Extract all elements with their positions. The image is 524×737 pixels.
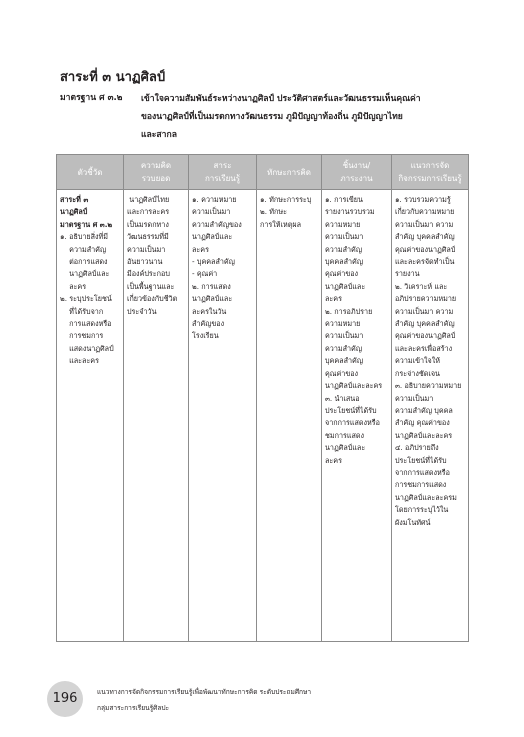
cell-line: ต่อการแสดง [60, 257, 108, 267]
cell-line: ๓. นำเสนอ [325, 393, 360, 403]
cell-line: ๑. รวบรวมความรู้ [395, 195, 451, 204]
cell-line: ความเป็นมา [127, 244, 166, 254]
content-cell [189, 190, 257, 642]
cell-line: รายงานรวบรวม [325, 207, 375, 217]
cell-line: ชมการแสดง [325, 430, 365, 440]
activity-cell [392, 190, 469, 642]
header-concept: ความคิด รวบยอด [124, 155, 189, 190]
cell-line: ๑. ความหมาย [192, 195, 237, 204]
cell-line: การชมการแสดง [395, 480, 447, 490]
cell-line: อภิปรายความหมาย [395, 294, 457, 304]
table-row [57, 190, 469, 642]
header-indicator: ตัวชี้วัด [57, 155, 124, 190]
cell-line: นาฏศิลป์และ [192, 294, 233, 304]
cell-line: รายงาน [395, 269, 420, 279]
cell-line: โดยการระบุไว้ใน [395, 505, 449, 515]
cell-line: บุคคลสำคัญ [325, 356, 363, 366]
cell-line: ๒. การอภิปราย [325, 306, 373, 316]
cell-line: - บุคคลสำคัญ [192, 257, 235, 267]
cell-line: เป็นพื้นฐานและ [127, 281, 175, 291]
cell-line: โรงเรียน [192, 331, 219, 341]
cell-line: ความเป็นมา ความ [395, 306, 454, 316]
cell-line: ละคร [192, 244, 209, 254]
cell-line: คุณค่าของ [325, 368, 359, 378]
cell-line: นาฏศิลป์และ [60, 269, 110, 279]
cell-line: ละคร [60, 281, 87, 291]
header-activity: แนวการจัด กิจกรรมการเรียนรู้ [392, 155, 469, 190]
cell-line: การแสดงหรือ [60, 319, 112, 329]
standard-line: ของนาฏศิลป์ที่เป็นมรดกทางวัฒนธรรม ภูมิปัญญาท้องถิ่น ภูมิปัญญาไทย [141, 112, 403, 122]
cell-line: ความเป็นมา ความ [395, 219, 454, 229]
cell-line: ๒. ทักษะ [260, 207, 287, 217]
indicator-cell [57, 190, 124, 642]
cell-line: สำคัญ บุคคลสำคัญ [395, 319, 455, 329]
cell-line: การให้เหตุผล [260, 219, 301, 229]
page-number: 196 [47, 681, 83, 717]
task-cell [322, 190, 392, 642]
cell-line: ความสำคัญ บุคคล [395, 405, 453, 415]
cell-line: ละครในวัน [192, 306, 227, 316]
cell-line: จากการแสดงหรือ [325, 418, 380, 428]
cell-line: ความเข้าใจให้ [395, 356, 440, 366]
cell-line: ๑. ทักษะการระบุ [260, 195, 312, 204]
cell-line: ๓. อธิบายความหมาย [395, 381, 462, 391]
cell-line: นาฏศิลป์ไทย [127, 195, 170, 204]
standard-label: มาตรฐาน ศ ๓.๒ [60, 93, 123, 103]
standard-line: เข้าใจความสัมพันธ์ระหว่างนาฏศิลป์ ประวัติศาสตร์และวัฒนธรรมเห็นคุณค่า [141, 94, 421, 104]
cell-line: กระจ่างชัดเจน [395, 368, 440, 378]
cell-line: นาฏศิลป์และ [325, 281, 366, 291]
cell-line: ความหมาย [325, 319, 361, 329]
cell-line: สำคัญของ [192, 319, 225, 329]
footer-text [97, 684, 311, 716]
cell-line: ความเป็นมา [325, 232, 364, 242]
cell-line: คุณค่าของนาฏศิลป์ [395, 331, 456, 341]
cell-line: อันยาวนาน [127, 257, 163, 267]
cell-line: เกี่ยวกับความหมาย [395, 207, 455, 217]
cell-line: นาฏศิลป์และละคร [395, 430, 453, 440]
cell-line: เกี่ยวข้องกับชีวิต [127, 294, 178, 304]
cell-line: และละคร [60, 356, 99, 366]
cell-line: ประโยชน์ที่ได้รับ [325, 405, 377, 415]
standard-line: และสากล [141, 130, 177, 140]
cell-line: เป็นมรดกทาง [127, 219, 169, 229]
cell-line: ประโยชน์ที่ได้รับ [395, 455, 447, 465]
cell-line: จากการแสดงหรือ [395, 467, 450, 477]
cell-line: ๑. การเขียน [325, 195, 363, 204]
cell-line: ที่ได้รับจาก [60, 306, 104, 316]
cell-line: คุณค่าของนาฏศิลป์ [395, 244, 456, 254]
footer-line: แนวทางการจัดกิจกรรมการเรียนรู้เพื่อพัฒนาทักษะการคิด ระดับประถมศึกษา [97, 688, 312, 696]
cell-line: นาฏศิลป์ [60, 207, 88, 217]
cell-line: และละครเพื่อสร้าง [395, 343, 453, 353]
cell-line: สำคัญ บุคคลสำคัญ [395, 232, 455, 242]
strand-heading: สาระที่ ๓ นาฏศิลป์ [60, 70, 166, 85]
cell-line: และการละคร [127, 207, 170, 217]
cell-line: บุคคลสำคัญ [325, 257, 363, 267]
cell-line: สำคัญ คุณค่าของ [395, 418, 450, 428]
cell-line: คุณค่าของ [325, 269, 359, 279]
cell-line: นาฏศิลป์และ [325, 443, 366, 453]
cell-line: ๔. อภิปรายถึง [395, 443, 439, 453]
curriculum-table [56, 154, 469, 642]
cell-line: และละครจัดทำเป็น [395, 257, 455, 267]
cell-line: ละคร [325, 455, 342, 465]
header-content: สาระ การเรียนรู้ [189, 155, 257, 190]
cell-line: นาฏศิลป์และละครม [395, 492, 457, 502]
cell-line: นาฏศิลป์และละคร [325, 381, 383, 391]
cell-line: แสดงนาฏศิลป์ [60, 343, 114, 353]
cell-line: ประจำวัน [127, 306, 157, 316]
standard-text [141, 90, 471, 144]
cell-line: ความสำคัญ [325, 343, 362, 353]
cell-line: วัฒนธรรมที่มี [127, 232, 169, 242]
cell-line: นาฏศิลป์และ [192, 232, 233, 242]
footer-line: กลุ่มสาระการเรียนรู้ศิลปะ [97, 704, 170, 712]
cell-line: มาตรฐาน ศ ๓.๒ [60, 219, 113, 229]
cell-line: การชมการ [60, 331, 104, 341]
cell-line: ความเป็นมา [395, 393, 434, 403]
cell-line: ความเป็นมา [192, 207, 231, 217]
cell-line: ความสำคัญ [60, 244, 107, 254]
concept-cell [124, 190, 189, 642]
cell-line: ความหมาย [325, 219, 361, 229]
cell-line: ๒. การแสดง [192, 281, 231, 291]
cell-line: สาระที่ ๓ [60, 195, 89, 204]
cell-line: ๒. ระบุประโยชน์ [60, 294, 112, 304]
cell-line: - คุณค่า [192, 269, 218, 279]
cell-line: ความเป็นมา [325, 331, 364, 341]
header-task: ชิ้นงาน/ ภาระงาน [322, 155, 392, 190]
thinking-skill-cell [257, 190, 322, 642]
cell-line: ๑. อธิบายสิ่งที่มี [60, 232, 109, 242]
cell-line: ความสำคัญ [325, 244, 362, 254]
header-thinking-skill: ทักษะการคิด [257, 155, 322, 190]
cell-line: มีองค์ประกอบ [127, 269, 170, 279]
cell-line: ละคร [325, 294, 342, 304]
table-header-row [57, 155, 469, 190]
cell-line: ผังมโนทัศน์ [395, 517, 431, 527]
cell-line: ๒. วิเคราะห์ และ [395, 281, 448, 291]
cell-line: ความสำคัญของ [192, 219, 242, 229]
